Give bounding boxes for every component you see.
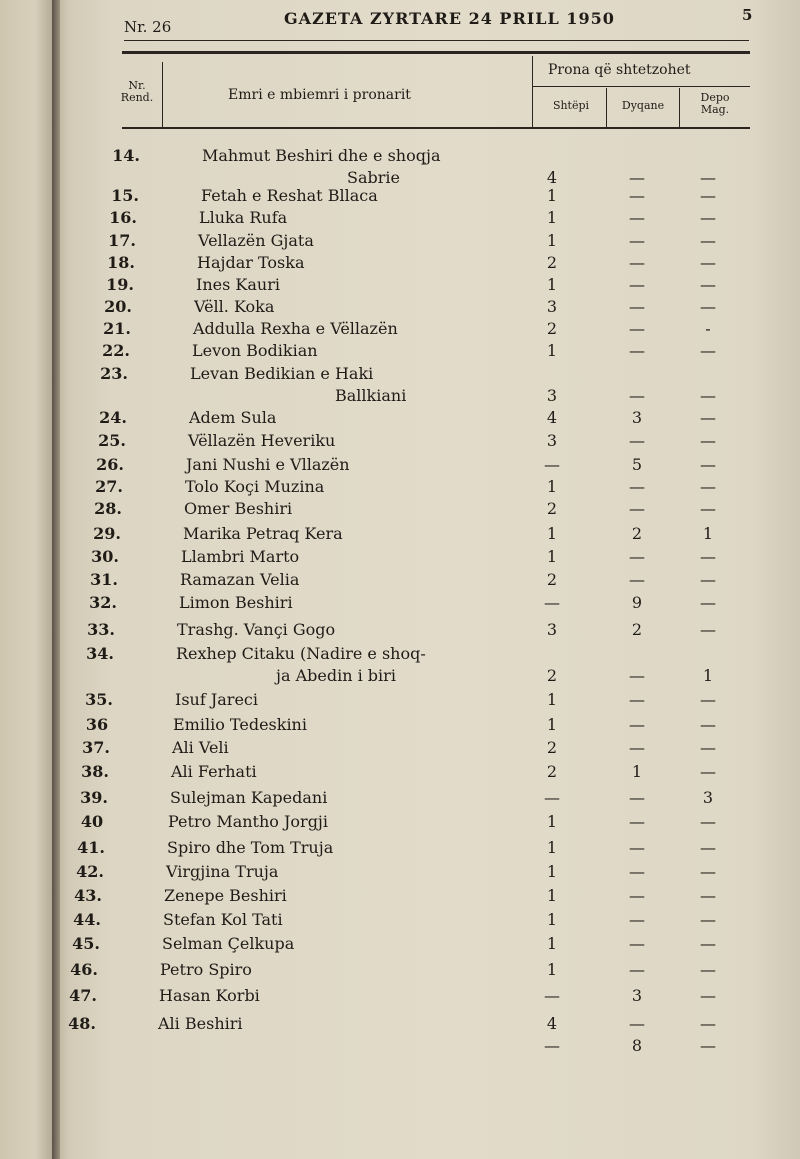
row-number: 36 — [85, 715, 109, 734]
owner-name: Levon Bodikian — [192, 341, 318, 360]
gazette-title: GAZETA ZYRTARE 24 PRILL 1950 — [284, 9, 615, 28]
owner-name: Ines Kauri — [196, 275, 280, 294]
gazette-page — [52, 0, 800, 1159]
row-number: 34. — [86, 644, 114, 663]
table-row — [52, 910, 800, 932]
houses-value: 3 — [546, 386, 558, 405]
shops-value: — — [629, 838, 645, 857]
table-row — [52, 408, 800, 430]
owner-name: Llambri Marto — [181, 547, 300, 566]
owner-name: Ali Ferhati — [171, 762, 257, 781]
houses-value: 1 — [546, 341, 558, 360]
row-number: 21. — [103, 319, 131, 338]
row-number: 29. — [93, 524, 121, 543]
depots-value: — — [700, 208, 716, 227]
table-row — [52, 570, 800, 592]
issue-number: Nr. 26 — [124, 18, 172, 36]
depots-value: — — [700, 570, 716, 589]
owner-name: Ramazan Velia — [180, 570, 300, 589]
table-row — [52, 862, 800, 884]
houses-value: 1 — [546, 812, 558, 831]
shops-value: 3 — [631, 986, 643, 1005]
owner-name: Stefan Kol Tati — [163, 910, 283, 929]
row-number: 20. — [104, 297, 132, 316]
table-row — [52, 690, 800, 712]
depots-value: - — [705, 319, 711, 338]
depots-value: — — [700, 297, 716, 316]
owner-name: Omer Beshiri — [184, 499, 293, 518]
table-row — [52, 455, 800, 477]
shops-value: — — [629, 666, 645, 685]
shops-value: — — [629, 499, 645, 518]
houses-value: 1 — [546, 208, 558, 227]
owner-name: Isuf Jareci — [175, 690, 258, 709]
houses-value: 2 — [546, 738, 558, 757]
table-header-bottom-rule — [122, 127, 750, 129]
houses-value: 1 — [546, 231, 558, 250]
table-row — [52, 341, 800, 363]
shops-value: — — [629, 812, 645, 831]
houses-value: 1 — [546, 524, 558, 543]
houses-value: 1 — [546, 862, 558, 881]
depots-value: — — [700, 455, 716, 474]
table-row — [52, 208, 800, 230]
table-row — [52, 1014, 800, 1036]
shops-value: — — [629, 690, 645, 709]
owner-name: Vëllazën Heveriku — [188, 431, 336, 450]
owner-name: Vellazën Gjata — [198, 231, 314, 250]
houses-value: 2 — [546, 319, 558, 338]
table-row — [52, 934, 800, 956]
depots-value: 3 — [702, 788, 714, 807]
owner-name: Ali Beshiri — [158, 1014, 243, 1033]
houses-value: 1 — [546, 960, 558, 979]
col-divider-4 — [679, 88, 680, 128]
owner-name: Petro Spiro — [160, 960, 252, 979]
table-row — [52, 431, 800, 453]
header-rule — [124, 40, 749, 41]
owner-name: Tolo Koçi Muzina — [185, 477, 325, 496]
table-row — [52, 186, 800, 208]
owner-name-continued: Ballkiani — [335, 386, 407, 405]
table-row — [52, 499, 800, 521]
row-number: 42. — [76, 862, 104, 881]
shops-value: — — [629, 319, 645, 338]
owner-name-continued: Sabrie — [347, 168, 400, 187]
shops-value: — — [629, 934, 645, 953]
depots-value: — — [700, 986, 716, 1005]
depots-value: — — [700, 231, 716, 250]
row-number: 16. — [109, 208, 137, 227]
table-row — [52, 146, 800, 187]
shops-value: — — [629, 738, 645, 757]
row-number: 26. — [96, 455, 124, 474]
depots-value: — — [700, 715, 716, 734]
shops-value: — — [629, 570, 645, 589]
row-number: 40 — [80, 812, 104, 831]
houses-value: 1 — [546, 547, 558, 566]
houses-value: 1 — [546, 838, 558, 857]
owner-name: Limon Beshiri — [179, 593, 293, 612]
owner-name: Petro Mantho Jorgji — [168, 812, 329, 831]
houses-value: — — [544, 788, 560, 807]
shops-value: 8 — [631, 1036, 643, 1055]
houses-value: 4 — [546, 168, 558, 187]
owner-name: Fetah e Reshat Bllaca — [201, 186, 378, 205]
shops-value: — — [629, 910, 645, 929]
row-number: 33. — [87, 620, 115, 639]
depots-value: — — [700, 477, 716, 496]
depots-value: — — [700, 1014, 716, 1033]
depots-value: — — [700, 934, 716, 953]
row-number: 37. — [82, 738, 110, 757]
owner-name: Addulla Rexha e Vëllazën — [193, 319, 398, 338]
depots-value: — — [700, 838, 716, 857]
table-row — [52, 812, 800, 834]
table-row — [52, 593, 800, 615]
row-number: 17. — [108, 231, 136, 250]
shops-value: — — [629, 386, 645, 405]
houses-value: — — [544, 455, 560, 474]
houses-value: 4 — [546, 408, 558, 427]
depots-value: — — [700, 910, 716, 929]
row-number: 14. — [112, 146, 140, 165]
col-divider-2 — [532, 56, 533, 128]
owner-name: Hasan Korbi — [159, 986, 260, 1005]
shops-value: 1 — [631, 762, 643, 781]
depots-value: — — [700, 275, 716, 294]
depots-value: — — [700, 431, 716, 450]
depots-value: — — [700, 168, 716, 187]
depots-value: 1 — [702, 524, 714, 543]
col-divider-3 — [606, 88, 607, 128]
shops-value: — — [629, 186, 645, 205]
houses-value: 1 — [546, 477, 558, 496]
houses-value: — — [544, 1036, 560, 1055]
group-rule — [532, 86, 750, 87]
previous-page-edge — [0, 0, 58, 1159]
shops-value: — — [629, 231, 645, 250]
col-header-group: Prona që shtetzohet — [548, 62, 691, 78]
shops-value: 5 — [631, 455, 643, 474]
table-row — [52, 297, 800, 319]
row-number: 43. — [74, 886, 102, 905]
shops-value: — — [629, 431, 645, 450]
depots-value: — — [700, 886, 716, 905]
houses-value: 3 — [546, 431, 558, 450]
houses-value: 1 — [546, 934, 558, 953]
row-number: 41. — [77, 838, 105, 857]
shops-value: 2 — [631, 620, 643, 639]
houses-value: 2 — [546, 570, 558, 589]
shops-value: — — [629, 341, 645, 360]
owner-name: Hajdar Toska — [197, 253, 305, 272]
shops-value: — — [629, 788, 645, 807]
shops-value: 9 — [631, 593, 643, 612]
depots-value: — — [700, 1036, 716, 1055]
table-row — [52, 253, 800, 275]
depots-value: 1 — [702, 666, 714, 685]
row-number: 46. — [70, 960, 98, 979]
shops-value: — — [629, 253, 645, 272]
table-row — [52, 620, 800, 642]
table-row — [52, 524, 800, 546]
depots-value: — — [700, 738, 716, 757]
houses-value: 4 — [546, 1014, 558, 1033]
shops-value: — — [629, 208, 645, 227]
shops-value: — — [629, 886, 645, 905]
row-number: 35. — [85, 690, 113, 709]
shops-value: — — [629, 715, 645, 734]
shops-value: — — [629, 275, 645, 294]
row-number: 47. — [69, 986, 97, 1005]
table-row — [52, 762, 800, 784]
houses-value: 1 — [546, 886, 558, 905]
depots-value: — — [700, 762, 716, 781]
owner-name: Jani Nushi e Vllazën — [186, 455, 350, 474]
table-row — [52, 838, 800, 860]
depots-value: — — [700, 386, 716, 405]
houses-value: 1 — [546, 715, 558, 734]
owner-name: Vëll. Koka — [194, 297, 275, 316]
shops-value: — — [629, 862, 645, 881]
shops-value: — — [629, 168, 645, 187]
table-row — [52, 477, 800, 499]
shops-value: 2 — [631, 524, 643, 543]
owner-name: Sulejman Kapedani — [170, 788, 328, 807]
shops-value: — — [629, 297, 645, 316]
table-row — [52, 960, 800, 982]
houses-value: 2 — [546, 499, 558, 518]
table-row — [52, 738, 800, 760]
row-number: 25. — [98, 431, 126, 450]
owner-name: Selman Çelkupa — [162, 934, 295, 953]
row-number: 31. — [90, 570, 118, 589]
table-top-rule — [122, 51, 750, 54]
table-row — [52, 231, 800, 253]
owner-name: Ali Veli — [172, 738, 229, 757]
depots-value: — — [700, 690, 716, 709]
houses-value: 2 — [546, 253, 558, 272]
owner-name: Spiro dhe Tom Truja — [167, 838, 334, 857]
owner-name: Virgjina Truja — [166, 862, 279, 881]
depots-value: — — [700, 593, 716, 612]
owner-name: Zenepe Beshiri — [164, 886, 287, 905]
row-number: 24. — [99, 408, 127, 427]
table-row — [52, 644, 800, 685]
page-number: 5 — [742, 6, 753, 24]
owner-name: Emilio Tedeskini — [173, 715, 307, 734]
houses-value: 1 — [546, 690, 558, 709]
row-number: 19. — [106, 275, 134, 294]
depots-value: — — [700, 499, 716, 518]
houses-value: 2 — [546, 762, 558, 781]
table-row — [52, 715, 800, 737]
owner-name-continued: ja Abedin i biri — [276, 666, 396, 685]
table-row — [52, 886, 800, 908]
row-number: 45. — [72, 934, 100, 953]
shops-value: — — [629, 960, 645, 979]
row-number: 44. — [73, 910, 101, 929]
owner-name: Lluka Rufa — [199, 208, 288, 227]
row-number: 18. — [107, 253, 135, 272]
owner-name: Trashg. Vançi Gogo — [177, 620, 336, 639]
depots-value: — — [700, 812, 716, 831]
owner-name: Adem Sula — [189, 408, 277, 427]
row-number: 30. — [91, 547, 119, 566]
owner-name: Levan Bedikian e Haki — [190, 364, 374, 383]
row-number: 38. — [81, 762, 109, 781]
row-number: 23. — [100, 364, 128, 383]
row-number: 32. — [89, 593, 117, 612]
houses-value: 2 — [546, 666, 558, 685]
owner-name: Mahmut Beshiri dhe e shoqja — [202, 146, 441, 165]
col-header-depots: Depo Mag. — [700, 91, 730, 116]
houses-value: 3 — [546, 297, 558, 316]
row-number: 39. — [80, 788, 108, 807]
table-row — [52, 788, 800, 810]
table-row — [52, 547, 800, 569]
col-header-nr: Nr. Rend. — [120, 79, 154, 104]
row-number: 48. — [68, 1014, 96, 1033]
table-row — [52, 319, 800, 341]
col-divider-1 — [162, 62, 163, 128]
col-header-shops: Dyqane — [621, 99, 665, 112]
table-row — [52, 986, 800, 1008]
table-row — [52, 1036, 800, 1058]
houses-value: 1 — [546, 275, 558, 294]
depots-value: — — [700, 862, 716, 881]
row-number: 22. — [102, 341, 130, 360]
shops-value: — — [629, 547, 645, 566]
houses-value: 1 — [546, 186, 558, 205]
depots-value: — — [700, 341, 716, 360]
depots-value: — — [700, 547, 716, 566]
depots-value: — — [700, 620, 716, 639]
col-header-name: Emri e mbiemri i pronarit — [228, 87, 411, 103]
shops-value: 3 — [631, 408, 643, 427]
owner-name: Rexhep Citaku (Nadire e shoq- — [176, 644, 426, 663]
depots-value: — — [700, 186, 716, 205]
houses-value: — — [544, 593, 560, 612]
binding-shadow — [52, 0, 60, 1159]
houses-value: — — [544, 986, 560, 1005]
table-row — [52, 275, 800, 297]
shops-value: — — [629, 477, 645, 496]
depots-value: — — [700, 253, 716, 272]
shops-value: — — [629, 1014, 645, 1033]
owner-name: Marika Petraq Kera — [183, 524, 343, 543]
houses-value: 3 — [546, 620, 558, 639]
depots-value: — — [700, 960, 716, 979]
depots-value: — — [700, 408, 716, 427]
row-number: 15. — [111, 186, 139, 205]
col-header-houses: Shtëpi — [552, 99, 590, 112]
houses-value: 1 — [546, 910, 558, 929]
table-row — [52, 364, 800, 405]
row-number: 27. — [95, 477, 123, 496]
row-number: 28. — [94, 499, 122, 518]
